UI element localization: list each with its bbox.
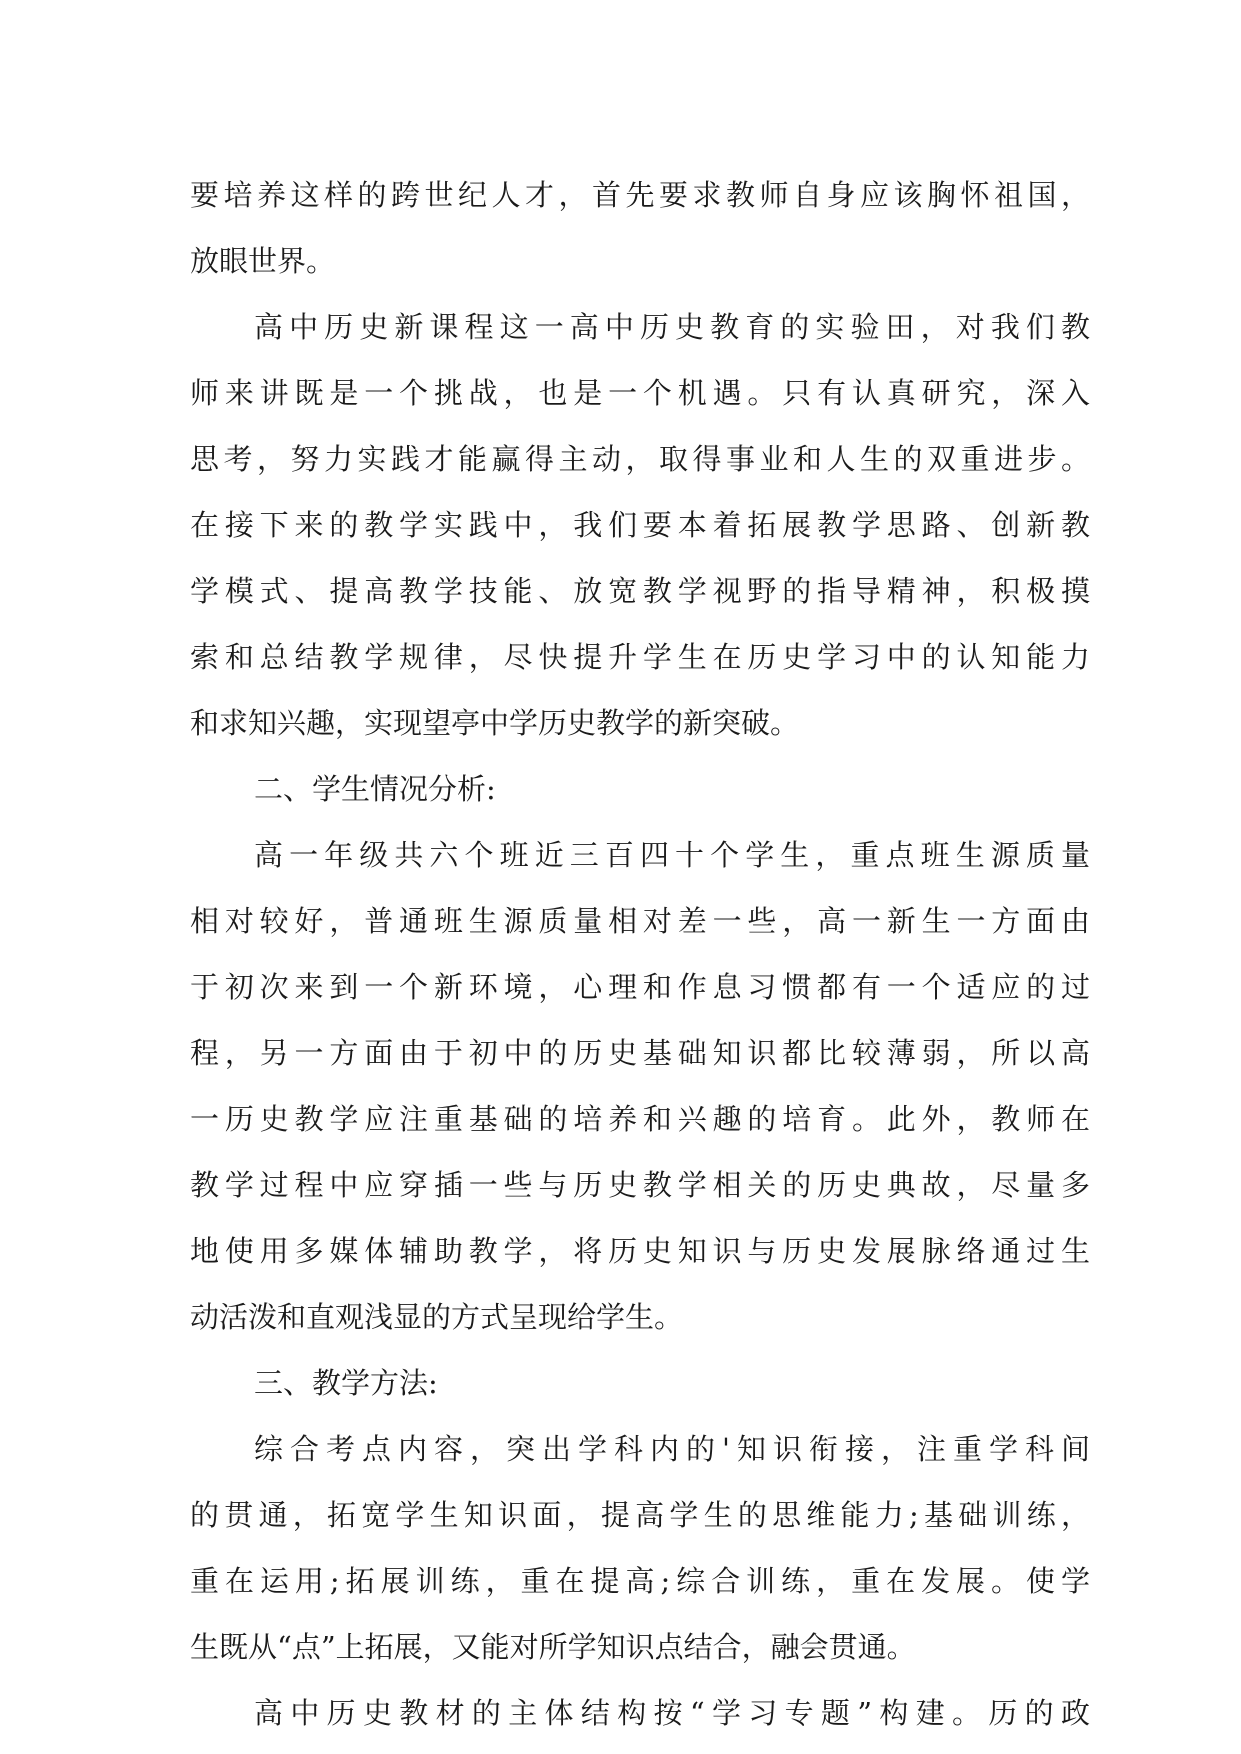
text-line: 动活泼和直观浅显的方式呈现给学生。 (190, 1300, 684, 1334)
text-line: 索和总结教学规律，尽快提升学生在历史学习中的认知能力 (190, 640, 1090, 674)
text-line: 和求知兴趣，实现望亭中学历史教学的新突破。 (190, 706, 800, 740)
text-line: 重在运用;拓展训练，重在提高;综合训练，重在发展。使学 (190, 1564, 1090, 1598)
text-line: 师来讲既是一个挑战，也是一个机遇。只有认真研究，深入 (190, 376, 1090, 410)
text-line: 要培养这样的跨世纪人才，首先要求教师自身应该胸怀祖国， (190, 178, 1090, 212)
text-line: 在接下来的教学实践中，我们要本着拓展教学思路、创新教 (190, 508, 1090, 542)
text-line: 学模式、提高教学技能、放宽教学视野的指导精神，积极摸 (190, 574, 1090, 608)
text-line: 相对较好，普通班生源质量相对差一些，高一新生一方面由 (190, 904, 1090, 938)
text-line: 思考，努力实践才能赢得主动，取得事业和人生的双重进步。 (190, 442, 1090, 476)
section-heading: 三、教学方法: (254, 1366, 438, 1400)
text-line: 一历史教学应注重基础的培养和兴趣的培育。此外，教师在 (190, 1102, 1090, 1136)
text-line: 的贯通，拓宽学生知识面，提高学生的思维能力;基础训练， (190, 1498, 1090, 1532)
paragraph-start-line: 高一年级共六个班近三百四十个学生，重点班生源质量 (254, 838, 1090, 872)
text-line: 教学过程中应穿插一些与历史教学相关的历史典故，尽量多 (190, 1168, 1090, 1202)
paragraph-start-line: 高中历史新课程这一高中历史教育的实验田，对我们教 (254, 310, 1090, 344)
text-line: 地使用多媒体辅助教学，将历史知识与历史发展脉络通过生 (190, 1234, 1090, 1268)
text-line: 放眼世界。 (190, 244, 336, 278)
document-body (190, 162, 1090, 1746)
paragraph-start-line: 综合考点内容，突出学科内的'知识衔接，注重学科间 (254, 1432, 1090, 1466)
text-line: 于初次来到一个新环境，心理和作息习惯都有一个适应的过 (190, 970, 1090, 1004)
section-heading: 二、学生情况分析: (254, 772, 496, 806)
text-line: 程，另一方面由于初中的历史基础知识都比较薄弱，所以高 (190, 1036, 1090, 1070)
paragraph-start-line: 高中历史教材的主体结构按“学习专题”构建。历的政 (254, 1696, 1090, 1730)
text-line: 生既从“点”上拓展，又能对所学知识点结合，融会贯通。 (190, 1630, 916, 1664)
